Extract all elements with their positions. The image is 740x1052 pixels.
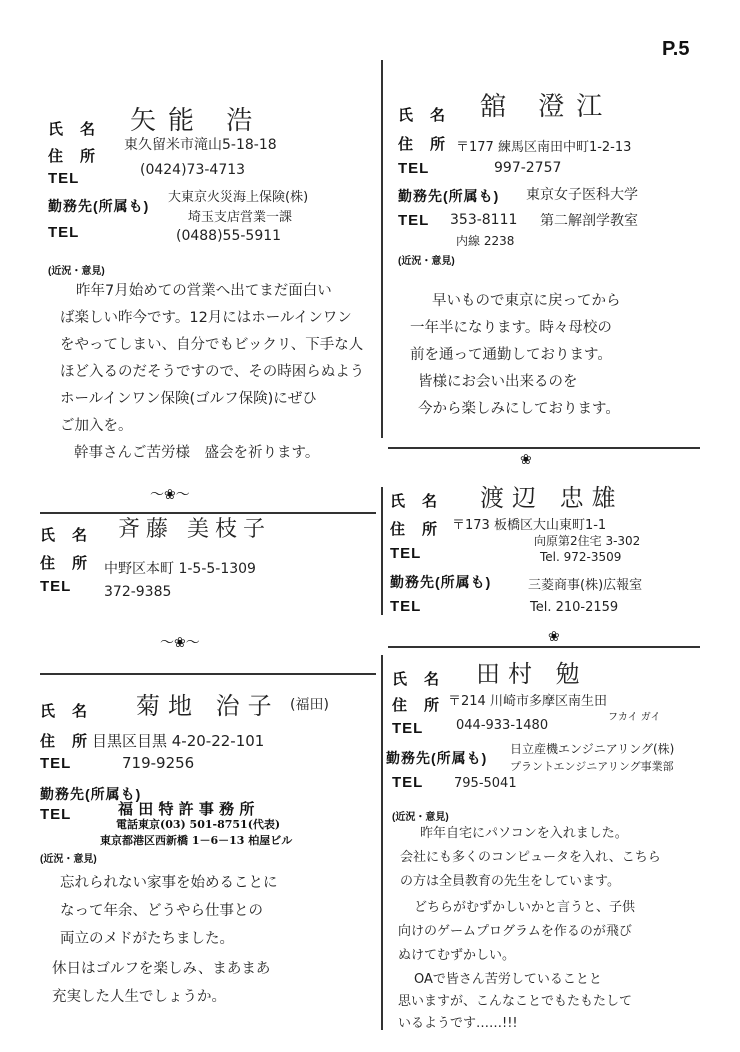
page-number: P.5 <box>662 38 690 60</box>
tel-label: TEL <box>48 224 80 241</box>
note-line: ば楽しい昨今です。12月にはホールインワン <box>60 310 352 326</box>
member-address: 〒173 板橋区大山東町1-1 <box>452 518 607 533</box>
member-name: 菊地 治子 <box>136 692 280 720</box>
employer-tel: Tel. 210-2159 <box>530 600 619 615</box>
tel-label: TEL <box>392 774 424 791</box>
note-line: 一年半になります。時々母校の <box>410 320 612 336</box>
note-line: 前を通って通勤しております。 <box>410 347 612 363</box>
member-address-line2: 向原第2住宅 3-302 <box>534 534 641 548</box>
tel-label: TEL <box>40 578 72 595</box>
note-line: 今から楽しみにしております。 <box>418 401 620 417</box>
flower-ornament: ❀ <box>548 629 560 645</box>
column-divider <box>381 487 383 615</box>
address-label: 住 所 <box>398 136 447 153</box>
employer-label: 勤務先(所属も) <box>398 188 500 204</box>
employer-label: 勤務先(所属も) <box>390 574 492 590</box>
news-label: (近況・意見) <box>392 812 449 823</box>
note-line: 両立のメドがたちました。 <box>60 931 234 947</box>
employer-label: 勤務先(所属も) <box>48 198 150 214</box>
note-line: 休日はゴルフを楽しみ、まあまあ <box>52 961 271 977</box>
tel-label: TEL <box>392 720 424 737</box>
member-name: 矢能 浩 <box>130 106 265 136</box>
note-line: 会社にも多くのコンピュータを入れ、こちら <box>400 850 661 865</box>
news-label: (近況・意見) <box>398 256 455 267</box>
note-line: 充実した人生でしょうか。 <box>52 989 226 1005</box>
note-line: 幹事さんご苦労様 盛会を祈ります。 <box>74 445 320 461</box>
address-label: 住 所 <box>390 521 439 538</box>
employer-line: 三菱商事(株)広報室 <box>528 578 643 593</box>
address-label: 住 所 <box>392 697 441 714</box>
note-line: 忘れられない家事を始めることに <box>60 875 278 891</box>
note-line: の方は全員教育の先生をしています。 <box>400 874 620 889</box>
member-name: 舘 澄江 <box>480 92 615 122</box>
note-line: 早いもので東京に戻ってから <box>432 293 621 309</box>
note-line: ご加入を。 <box>60 418 133 434</box>
flower-ornament: ～❀～ <box>160 635 200 651</box>
member-tel: 372-9385 <box>104 584 172 600</box>
note-line: 皆様にお会い出来るのを <box>418 374 578 390</box>
tel-label: TEL <box>40 755 72 772</box>
column-divider <box>381 655 383 1030</box>
member-name-note: (福田) <box>290 697 329 713</box>
tel-label: TEL <box>390 545 422 562</box>
member-tel: Tel. 972-3509 <box>540 550 622 564</box>
employer-tel-ext: 内線 2238 <box>456 234 515 248</box>
member-address: 〒177 練馬区南田中町1-2-13 <box>456 140 632 155</box>
member-address-ruby: フカイ ガイ <box>608 712 661 723</box>
employer-line: 埼玉支店営業一課 <box>188 210 293 225</box>
member-tel: 997-2757 <box>494 160 562 176</box>
member-tel: 719-9256 <box>122 754 195 772</box>
note-line: いるようです……!!! <box>398 1016 518 1031</box>
note-line: OAで皆さん苦労していることと <box>414 972 602 987</box>
member-address: 東久留米市滝山5-18-18 <box>124 137 277 153</box>
employer-tel: (0488)55-5911 <box>176 228 282 244</box>
employer-line: 大東京火災海上保険(株) <box>168 190 309 205</box>
address-label: 住 所 <box>40 733 89 750</box>
card-divider <box>388 447 700 449</box>
flower-ornament: ～❀～ <box>150 487 190 503</box>
tel-label: TEL <box>398 212 430 229</box>
column-divider <box>381 60 383 438</box>
note-line: 思いますが、こんなことでもたもたして <box>398 994 633 1009</box>
news-label: (近況・意見) <box>48 266 105 277</box>
stamp-address: 東京都港区西新橋 1－6－13 柏屋ビル <box>100 834 293 847</box>
name-label: 氏 名 <box>392 671 441 688</box>
name-label: 氏 名 <box>40 527 89 544</box>
member-address: 中野区本町 1-5-5-1309 <box>104 561 256 577</box>
employer-line: プラントエンジニアリング事業部 <box>510 760 674 773</box>
employer-tel: 353-8111 <box>450 212 518 228</box>
note-line: 昨年自宅にパソコンを入れました。 <box>420 826 628 841</box>
member-tel: 044-933-1480 <box>456 718 549 733</box>
note-line: 向けのゲームプログラムを作るのが飛び <box>398 924 632 939</box>
employer-label: 勤務先(所属も) <box>40 786 142 802</box>
note-line: ほど入るのだそうですので、その時困らぬよう <box>60 364 365 380</box>
news-label: (近況・意見) <box>40 854 97 865</box>
employer-line: 東京女子医科大学 <box>526 187 638 203</box>
stamp-title: 福 田 特 許 事 務 所 <box>118 800 255 818</box>
tel-label: TEL <box>40 806 72 823</box>
employer-label: 勤務先(所属も) <box>386 750 488 766</box>
tel-label: TEL <box>48 170 80 187</box>
member-address: 〒214 川崎市多摩区南生田 <box>448 694 607 709</box>
member-name: 渡辺 忠雄 <box>480 484 624 512</box>
note-line: ぬけてむずかしい。 <box>398 948 516 963</box>
flower-ornament: ❀ <box>520 452 532 468</box>
note-line: 昨年7月始めての営業へ出てまだ面白い <box>76 283 332 299</box>
address-label: 住 所 <box>40 555 89 572</box>
address-label: 住 所 <box>48 148 97 165</box>
member-address: 目黒区目黒 4-20-22-101 <box>92 732 265 750</box>
member-name: 田村 勉 <box>476 660 588 688</box>
member-name: 斉藤 美枝子 <box>118 517 271 542</box>
note-line: なって年余、どうやら仕事との <box>60 903 263 919</box>
stamp-phone: 電話東京(03) 501-8751(代表) <box>116 818 281 831</box>
note-line: どちらがむずかしいかと言うと、子供 <box>414 900 636 915</box>
note-line: ホールインワン保険(ゴルフ保険)にぜひ <box>60 391 317 407</box>
name-label: 氏 名 <box>398 107 447 124</box>
name-label: 氏 名 <box>48 121 97 138</box>
card-divider <box>40 673 376 675</box>
tel-label: TEL <box>398 160 430 177</box>
employer-tel: 795-5041 <box>454 776 517 791</box>
note-line: をやってしまい、自分でもビックリ、下手な人 <box>60 337 364 353</box>
tel-label: TEL <box>390 598 422 615</box>
card-divider <box>388 646 700 648</box>
employer-line: 日立産機エンジニアリング(株) <box>510 742 675 756</box>
member-tel: (0424)73-4713 <box>140 162 246 178</box>
name-label: 氏 名 <box>40 703 89 720</box>
name-label: 氏 名 <box>390 493 439 510</box>
employer-line: 第二解剖学教室 <box>540 213 638 229</box>
